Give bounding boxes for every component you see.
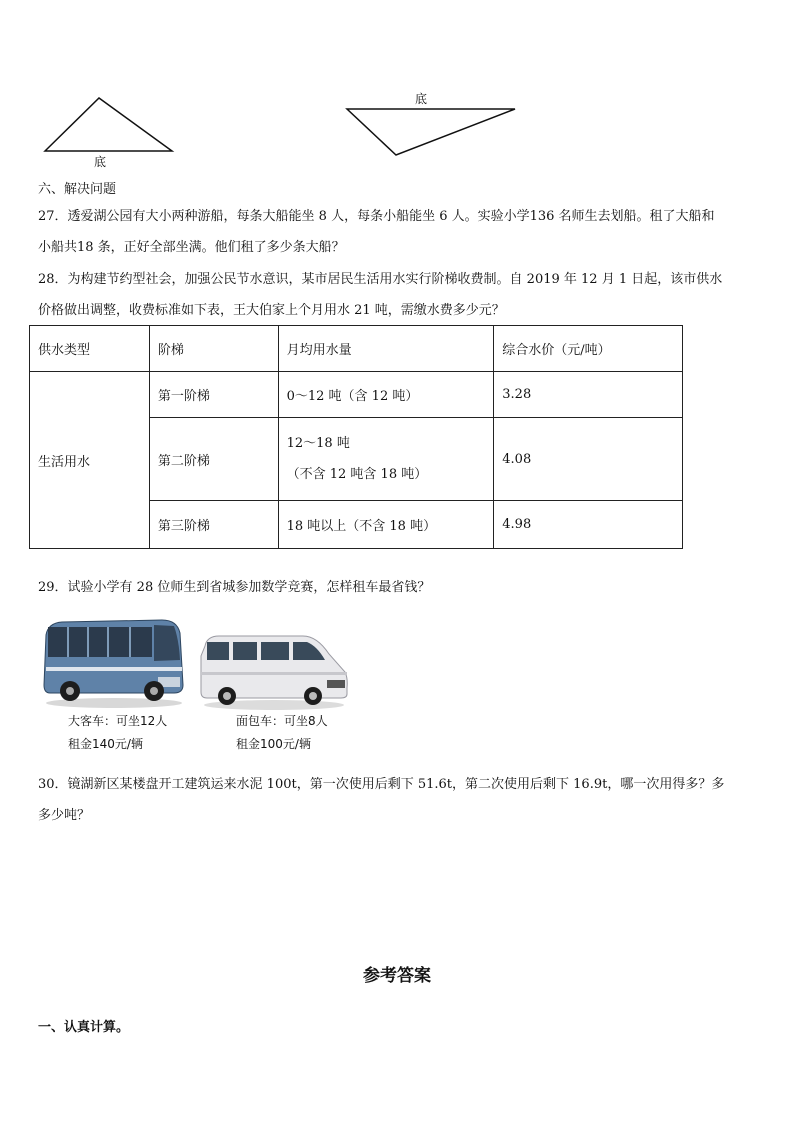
answers-section-heading: 一、认真计算。 xyxy=(38,1020,130,1035)
tier-cell: 第二阶梯 xyxy=(149,418,278,501)
price-cell: 3.28 xyxy=(494,372,683,418)
q29-line1: 29．试验小学有 28 位师生到省城参加数学竞赛，怎样租车最省钱？ xyxy=(38,580,431,595)
table-header-row xyxy=(30,326,683,372)
table-row xyxy=(30,372,683,418)
bus-capacity: 大客车：可坐12人 xyxy=(68,714,168,728)
tier-cell: 第三阶梯 xyxy=(149,501,278,549)
section-heading: 六、解决问题 xyxy=(38,182,117,197)
right-triangle xyxy=(347,109,515,155)
right-triangle-base-label: 底 xyxy=(415,92,428,106)
left-triangle xyxy=(45,98,172,151)
header-cell: 供水类型 xyxy=(30,326,150,372)
q28-line1: 28．为构建节约型社会，加强公民节水意识，某市居民生活用水实行阶梯收费制。自 2019 年 12 月 1 日起，该市供水 xyxy=(38,272,723,287)
usage-cell: 18 吨以上（不含 18 吨） xyxy=(278,501,494,549)
header-cell: 月均用水量 xyxy=(278,326,494,372)
water-type-cell: 生活用水 xyxy=(30,372,150,549)
usage-cell xyxy=(278,418,494,501)
tier-cell: 第一阶梯 xyxy=(149,372,278,418)
bus-image xyxy=(42,615,187,710)
q28-line2: 价格做出调整，收费标准如下表，王大伯家上个月用水 21 吨，需缴水费多少元？ xyxy=(38,303,505,318)
water-price-table xyxy=(29,325,683,549)
usage-line: （不含 12 吨含 18 吨） xyxy=(286,466,428,482)
van-rent: 租金100元/辆 xyxy=(236,737,311,751)
header-cell: 综合水价（元/吨） xyxy=(494,326,683,372)
q27-line2: 小船共18 条，正好全部坐满。他们租了多少条大船？ xyxy=(38,240,345,255)
price-cell: 4.08 xyxy=(494,418,683,501)
triangle-figures xyxy=(0,80,794,180)
q30-line2: 多少吨？ xyxy=(38,808,91,823)
answers-title: 参考答案 xyxy=(363,966,431,986)
bus-rent: 租金140元/辆 xyxy=(68,737,143,751)
van-image xyxy=(199,632,349,712)
usage-line: 12～18 吨 xyxy=(286,435,350,451)
price-cell: 4.98 xyxy=(494,501,683,549)
q30-line1: 30．镜湖新区某楼盘开工建筑运来水泥 100t，第一次使用后剩下 51.6t，第二次使用后剩下 16.9t，哪一次用得多？多 xyxy=(38,777,725,792)
van-capacity: 面包车：可坐8人 xyxy=(236,714,328,728)
header-cell: 阶梯 xyxy=(149,326,278,372)
usage-cell: 0～12 吨（含 12 吨） xyxy=(278,372,494,418)
q27-line1: 27．透爱湖公园有大小两种游船，每条大船能坐 8 人，每条小船能坐 6 人。实验小学136 名师生去划船。租了大船和 xyxy=(38,209,715,224)
left-triangle-base-label: 底 xyxy=(94,155,107,169)
